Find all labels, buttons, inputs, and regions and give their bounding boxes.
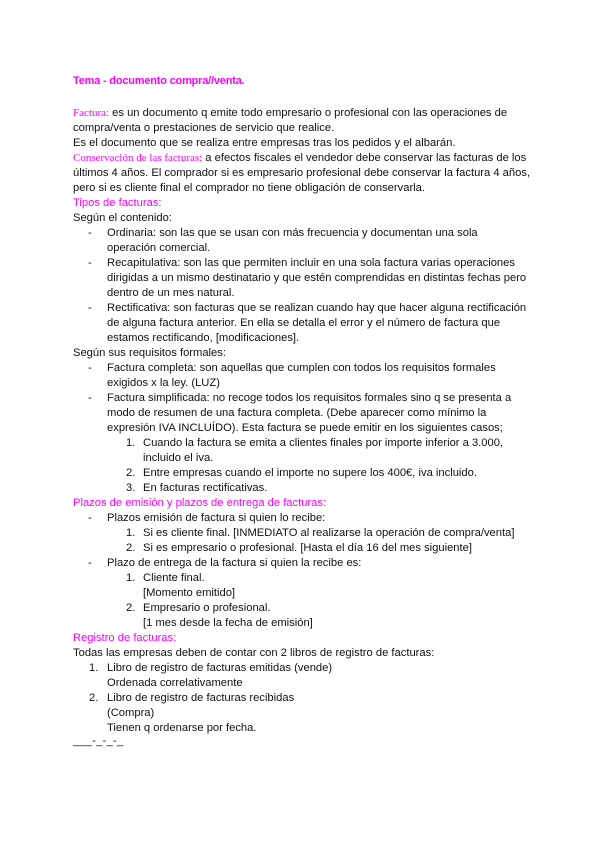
registro-intro: Todas las empresas deben de contar con 2 libros de registro de facturas: — [73, 647, 435, 659]
list-item-ordinaria: - Ordinaria: son las que se usan con más frecuencia y documentan una sola operación comercial. — [88, 227, 478, 254]
list-item-plazo-entrega: - Plazo de entrega de la factura si quien la recibe es: — [88, 557, 362, 569]
caso-item: 3. En facturas rectificativas. — [126, 482, 268, 494]
list-item-simplificada: - Factura simplificada: no recoge todos los requisitos formales sino q se presenta a modo de resumen de una factura completa. (Debe aparecer como mínimo la expresión IVA INCLUÍDO). Esta factura se puede emitir en los siguientes casos; — [88, 392, 512, 434]
conservacion-line-2: últimos 4 años. El comprador si es empresario profesional debe conservar la factura 4 años, — [73, 167, 531, 179]
document-body — [73, 106, 533, 736]
list-item-plazos-emision: - Plazos emisión de factura si quien lo recibe: — [88, 512, 326, 524]
caso-item: 2. Entre empresas cuando el importe no supere los 400€, iva incluido. — [126, 467, 477, 479]
list-item-recapitulativa: - Recapitulativa: son las que permiten incluir en una sola factura varias operaciones dirigidas a un mismo destinatario y que estén comprendidas en distintas fechas pero dentro de un mes natural. — [88, 257, 527, 299]
plazos-heading: Plazos de emisión y plazos de entrega de facturas: — [73, 497, 327, 509]
requisitos-subheading: Según sus requisitos formales: — [73, 347, 226, 359]
registro-heading: Registro de facturas: — [73, 632, 177, 644]
registro-item: 2. Libro de registro de facturas recibidas (Compra) Tienen q ordenarse por fecha. — [89, 692, 295, 734]
registro-item: 1. Libro de registro de facturas emitidas (vende) Ordenada correlativamente — [89, 662, 333, 689]
entrega-item: 1. Cliente final. [Momento emitido] — [126, 572, 236, 599]
conservacion-label: Conservación de las facturas: — [73, 152, 203, 164]
emision-item: 1. Si es cliente final. [INMEDIATO al realizarse la operación de compra/venta] — [126, 527, 515, 539]
emision-item: 2. Si es empresario o profesional. [Hasta el día 16 del mes siguiente] — [126, 542, 472, 554]
list-item-completa: - Factura completa: son aquellas que cumplen con todos los requisitos formales exigidos x la ley. (LUZ) — [88, 362, 496, 389]
factura-label: Factura: — [73, 107, 110, 119]
conservacion-definition: Conservación de las facturas: a efectos fiscales el vendedor debe conservar las facturas de los — [73, 152, 527, 164]
caso-item: 1. Cuando la factura se emita a clientes finales por importe inferior a 3.000, incluido el iva. — [126, 437, 504, 464]
list-item-rectificativa: - Rectificativa: son facturas que se realizan cuando hay que hacer alguna rectificación de alguna factura anterior. En ella se detalla el error y el número de factura que estamos rectificando, [modificaciones]. — [88, 302, 527, 344]
document-title: Tema - documento compra//venta. — [73, 75, 245, 87]
factura-definition: Factura: es un documento q emite todo empresario o profesional con las operaciones de — [73, 107, 508, 119]
contenido-subheading: Según el contenido: — [73, 212, 172, 224]
factura-line-3: Es el documento que se realiza entre empresas tras los pedidos y el albarán. — [73, 137, 456, 149]
tipos-heading: Tipos de facturas: — [73, 197, 162, 209]
conservacion-line-3: pero si es cliente final el comprador no tiene obligación de conservarla. — [73, 182, 425, 194]
closing-rule: ___-_-_-_ — [73, 735, 124, 747]
factura-line-2: compra/venta o prestaciones de servicio que realice. — [73, 122, 335, 134]
entrega-item: 2. Empresario o profesional. [1 mes desde la fecha de emisión] — [126, 602, 313, 629]
